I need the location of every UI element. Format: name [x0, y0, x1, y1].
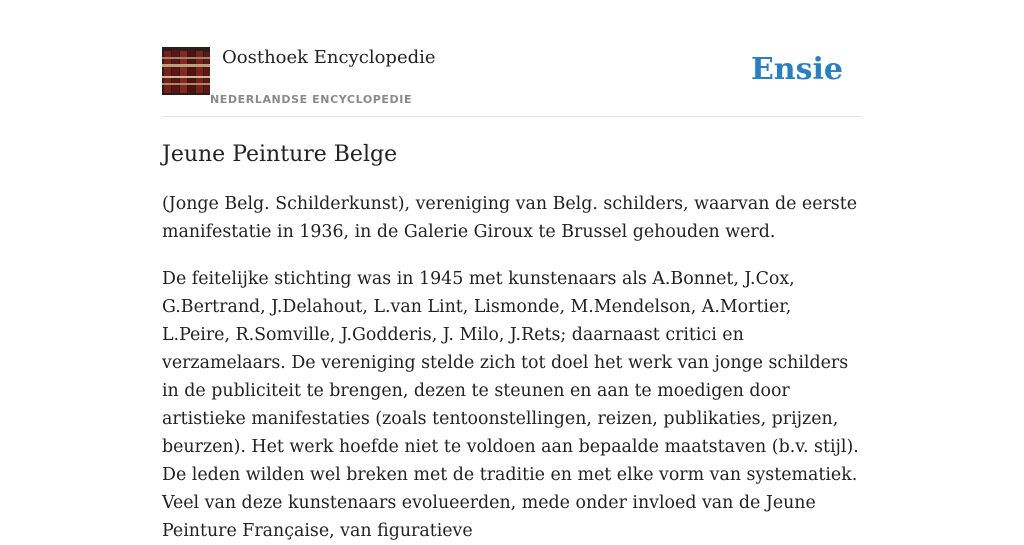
article-title: Jeune Peinture Belge	[162, 142, 398, 167]
book-spines-icon[interactable]	[162, 47, 210, 95]
site-header	[162, 46, 862, 117]
article-paragraph-1: (Jonge Belg. Schilderkunst), vereniging van Belg. schilders, waarvan de eerste manifestatie in 1936, in de Galerie Giroux te Brussel gehouden werd.	[162, 194, 858, 242]
site-name[interactable]: Oosthoek Encyclopedie	[222, 47, 436, 68]
site-subtitle: NEDERLANDSE ENCYCLOPEDIE	[210, 93, 413, 106]
article-paragraph-2: De feitelijke stichting was in 1945 met kunstenaars als A.Bonnet, J.Cox, G.Bertrand, J.Delahout, L.van Lint, Lismonde, M.Mendelson, A.Mortier, L.Peire, R.Somville, J.Godderis, J. Milo, J.Rets; daarnaast critici en verzamelaars. De vereniging stelde zich tot doel het werk van jonge schilders in de publiciteit te brengen, dezen te steunen en aan te moedigen door artistieke manifestaties (zoals tentoonstellingen, reizen, publikaties, prijzen, beurzen). Het werk hoefde niet te voldoen aan bepaalde maatstaven (b.v. stijl). De leden wilden wel breken met de traditie en met elke vorm van systematiek. Veel van deze kunstenaars evolueerden, mede onder invloed van de Jeune Peinture Française, van figuratieve	[162, 269, 859, 541]
article	[162, 138, 862, 545]
brand-logo[interactable]: Ensie	[750, 52, 843, 87]
